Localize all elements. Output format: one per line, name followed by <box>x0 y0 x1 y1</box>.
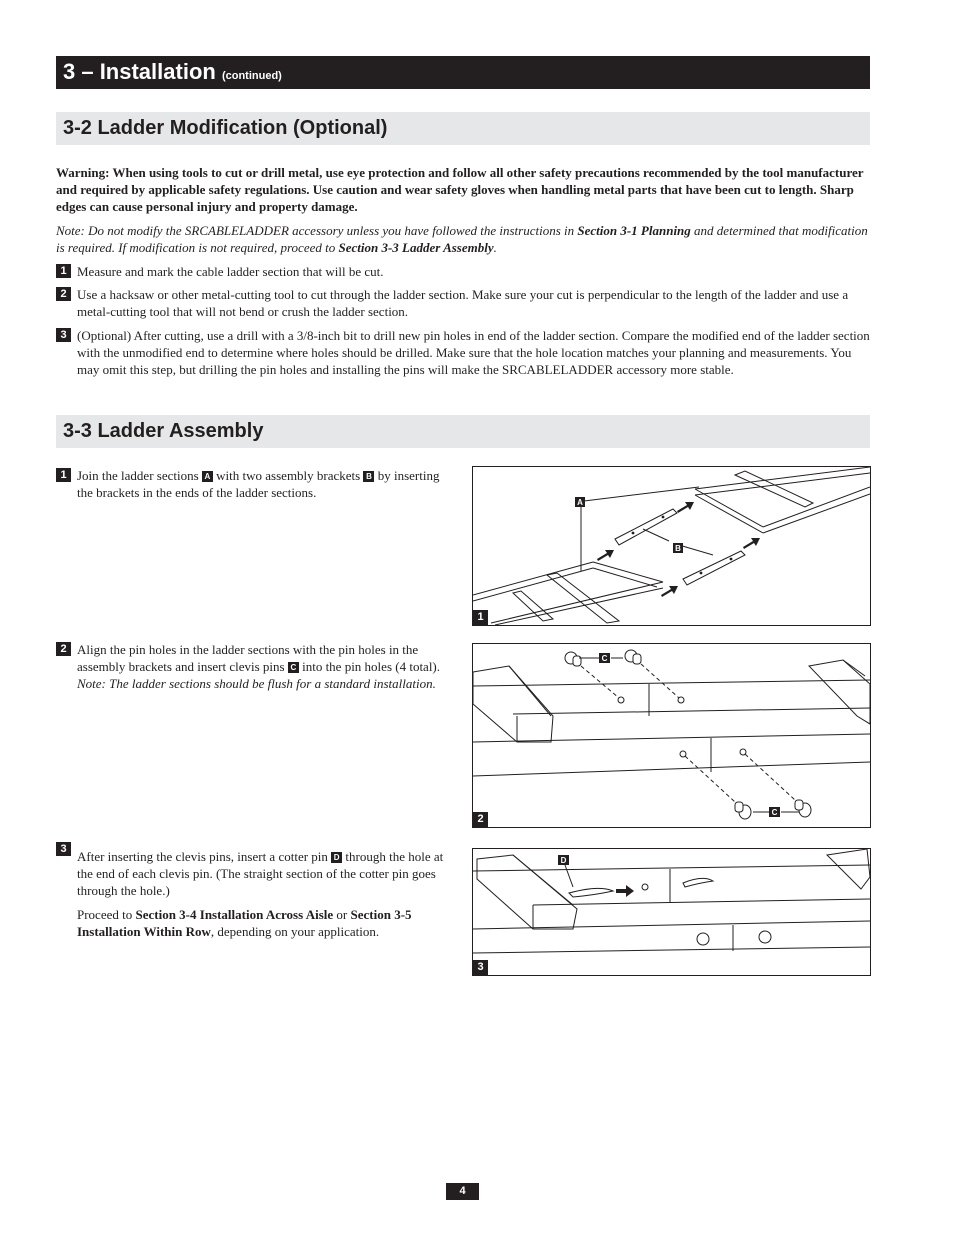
subsection-3-2-title: 3-2 Ladder Modification (Optional) <box>63 117 388 139</box>
assembly-step-2 <box>56 641 451 711</box>
mod-step-3 <box>56 327 870 395</box>
callout-c-text-top: C <box>601 654 608 663</box>
link-section-3-3: Section 3-3 Ladder Assembly <box>338 240 494 255</box>
figure-number: 2 <box>473 812 488 827</box>
figure-1-ladder-join <box>472 466 871 626</box>
step-text: Use a hacksaw or other metal-cutting tool to cut through the ladder section. Make sure your cut is perpendicular to the length of the ladder and use a metal-cutting tool that will not bend or crush the ladder section. <box>77 287 849 319</box>
link-section-3-5: Section 3-5 Installation Within Row <box>77 907 412 939</box>
step-number: 2 <box>56 642 71 656</box>
step-number: 3 <box>56 328 71 342</box>
step-text: After inserting the clevis pins, insert a cotter pin D through the hole at the end of each clevis pin. (The straight section of the cotter pin goes through the hole.) Proceed to Section 3-4 Installation Across Aisle or Section 3-5 Installation Within Row, depending on your application. <box>77 848 449 940</box>
figure-number: 3 <box>473 960 488 975</box>
figure-3-cotter-pin <box>472 848 871 976</box>
assembly-step-1 <box>56 467 451 507</box>
step-number: 3 <box>56 842 71 856</box>
step-number: 1 <box>56 264 71 278</box>
continued-label: (continued) <box>221 70 282 82</box>
note-text: Note: Do not modify the SRCABLELADDER accessory unless you have followed the instructions in Section 3-1 Planning and determined that modification is required. If modification is not required, proceed to Section 3-3 Ladder Assembly. <box>56 223 868 255</box>
assembly-step-3 <box>56 841 451 941</box>
subsection-3-3-header <box>56 415 870 448</box>
warning-text: Warning: When using tools to cut or drill metal, use eye protection and follow all other safety precautions recommended by the tool manufacturer and required by applicable safety regulations. Use caution and wear safety gloves when handling metal parts that have been cut to length. Sharp edges can cause personal injury and property damage. <box>56 165 864 214</box>
step-text: Measure and mark the cable ladder section that will be cut. <box>77 264 384 279</box>
page-number: 4 <box>446 1183 479 1200</box>
step-number: 2 <box>56 287 71 301</box>
clevis-pin-illustration <box>473 644 870 827</box>
callout-a-text: A <box>577 498 583 507</box>
ladder-join-illustration <box>473 467 870 625</box>
callout-c-text-bottom: C <box>771 808 778 817</box>
subsection-3-2-header <box>56 112 870 145</box>
section-header <box>56 56 870 89</box>
link-section-3-1: Section 3-1 Planning <box>577 223 691 238</box>
mod-step-1 <box>56 263 870 280</box>
callout-a-label: A <box>202 471 213 482</box>
step-text: (Optional) After cutting, use a drill with a 3/8-inch bit to drill new pin holes in end of the ladder section. Compare the modified end of the ladder section with the unmodified end to determine where holes should be drilled. Make sure that the hole location matches your planning and measurements. You may omit this step, but drilling the pin holes and installing the pins will make the SRCABLELADDER accessory more stable. <box>77 328 870 377</box>
section-title: 3 – Installation <box>63 59 216 84</box>
callout-b-label: B <box>363 471 374 482</box>
step-text: Align the pin holes in the ladder sections with the pin holes in the assembly brackets and insert clevis pins C into the pin holes (4 total). Note: The ladder sections should be flush for a standard installation. <box>77 642 441 691</box>
callout-b-text: B <box>675 544 681 553</box>
step-number: 1 <box>56 468 71 482</box>
callout-d-label: D <box>331 852 342 863</box>
subsection-3-3-title: 3-3 Ladder Assembly <box>63 420 264 442</box>
mod-step-2 <box>56 286 870 320</box>
figure-number: 1 <box>473 610 488 625</box>
callout-d-text: D <box>560 856 567 865</box>
proceed-text: Proceed to Section 3-4 Installation Across Aisle or Section 3-5 Installation Within Row, depending on your application. <box>77 907 412 939</box>
flush-note: Note: The ladder sections should be flush for a standard installation. <box>77 676 436 691</box>
link-section-3-4: Section 3-4 Installation Across Aisle <box>135 907 334 922</box>
step-text: Join the ladder sections A with two assembly brackets B by inserting the brackets in the ends of the ladder sections. <box>77 468 440 500</box>
cotter-pin-illustration <box>473 849 870 975</box>
callout-c-label: C <box>288 662 299 673</box>
figure-2-clevis-pins <box>472 643 871 828</box>
